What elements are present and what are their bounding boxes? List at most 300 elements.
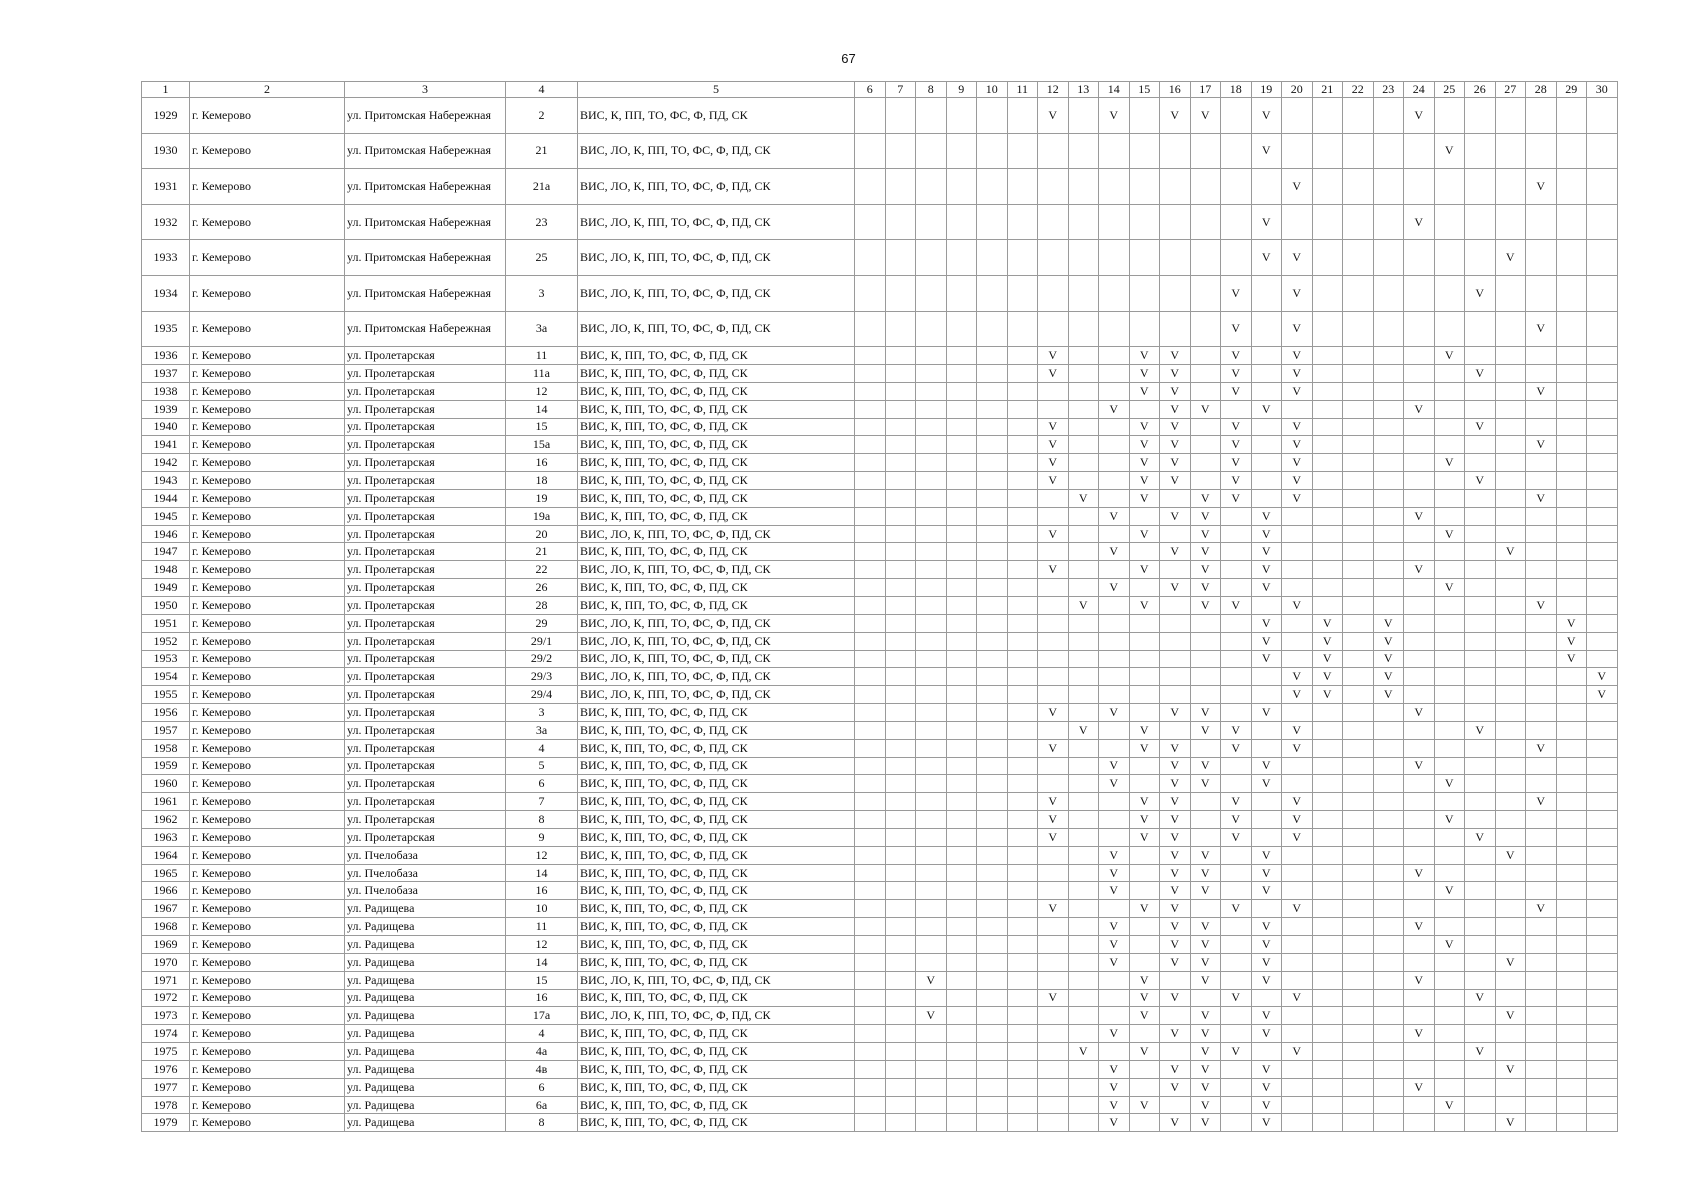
column-header-26: 26 bbox=[1465, 82, 1496, 98]
mark-cell-col-20: V bbox=[1282, 418, 1313, 436]
mark-cell-col-9 bbox=[946, 1025, 977, 1043]
mark-cell-col-17 bbox=[1190, 347, 1221, 365]
mark-cell-col-26 bbox=[1465, 347, 1496, 365]
mark-cell-col-8 bbox=[916, 400, 947, 418]
mark-cell-col-21 bbox=[1312, 507, 1343, 525]
mark-cell-col-23 bbox=[1373, 775, 1404, 793]
mark-cell-col-18: V bbox=[1221, 596, 1252, 614]
mark-cell-col-21 bbox=[1312, 793, 1343, 811]
mark-cell-col-18 bbox=[1221, 169, 1252, 205]
header-row bbox=[142, 82, 1618, 98]
column-header-11: 11 bbox=[1007, 82, 1038, 98]
mark-cell-col-10 bbox=[977, 936, 1008, 954]
mark-cell-col-19 bbox=[1251, 311, 1282, 347]
mark-cell-col-18: V bbox=[1221, 793, 1252, 811]
city-cell: г. Кемерово bbox=[190, 846, 345, 864]
mark-cell-col-21 bbox=[1312, 704, 1343, 722]
mark-cell-col-26: V bbox=[1465, 1043, 1496, 1061]
mark-cell-col-27 bbox=[1495, 793, 1526, 811]
mark-cell-col-26 bbox=[1465, 489, 1496, 507]
house-number-cell: 21 bbox=[506, 133, 578, 169]
mark-cell-col-7 bbox=[885, 739, 916, 757]
mark-cell-col-7 bbox=[885, 882, 916, 900]
mark-cell-col-11 bbox=[1007, 882, 1038, 900]
mark-cell-col-24 bbox=[1404, 632, 1435, 650]
column-header-25: 25 bbox=[1434, 82, 1465, 98]
mark-cell-col-12 bbox=[1038, 204, 1069, 240]
mark-cell-col-6 bbox=[855, 614, 886, 632]
mark-cell-col-6 bbox=[855, 953, 886, 971]
column-header-15: 15 bbox=[1129, 82, 1160, 98]
mark-cell-col-11 bbox=[1007, 489, 1038, 507]
mark-cell-col-20: V bbox=[1282, 900, 1313, 918]
mark-cell-col-23 bbox=[1373, 1114, 1404, 1132]
city-cell: г. Кемерово bbox=[190, 436, 345, 454]
table-row bbox=[142, 543, 1618, 561]
mark-cell-col-25 bbox=[1434, 989, 1465, 1007]
house-number-cell: 29/4 bbox=[506, 686, 578, 704]
mark-cell-col-15: V bbox=[1129, 828, 1160, 846]
mark-cell-col-14: V bbox=[1099, 507, 1130, 525]
mark-cell-col-27 bbox=[1495, 98, 1526, 134]
mark-cell-col-6 bbox=[855, 864, 886, 882]
mark-cell-col-14 bbox=[1099, 989, 1130, 1007]
mark-cell-col-8 bbox=[916, 525, 947, 543]
table-row bbox=[142, 757, 1618, 775]
mark-cell-col-9 bbox=[946, 846, 977, 864]
mark-cell-col-30 bbox=[1587, 275, 1618, 311]
house-number-cell: 4 bbox=[506, 1025, 578, 1043]
mark-cell-col-11 bbox=[1007, 204, 1038, 240]
row-number-cell: 1979 bbox=[142, 1114, 190, 1132]
mark-cell-col-19: V bbox=[1251, 704, 1282, 722]
mark-cell-col-27 bbox=[1495, 811, 1526, 829]
mark-cell-col-11 bbox=[1007, 169, 1038, 205]
mark-cell-col-10 bbox=[977, 240, 1008, 276]
mark-cell-col-12: V bbox=[1038, 525, 1069, 543]
mark-cell-col-13 bbox=[1068, 989, 1099, 1007]
mark-cell-col-15: V bbox=[1129, 454, 1160, 472]
mark-cell-col-6 bbox=[855, 846, 886, 864]
mark-cell-col-24 bbox=[1404, 1007, 1435, 1025]
row-number-cell: 1945 bbox=[142, 507, 190, 525]
mark-cell-col-21 bbox=[1312, 918, 1343, 936]
table-row bbox=[142, 400, 1618, 418]
mark-cell-col-14 bbox=[1099, 133, 1130, 169]
mark-cell-col-12 bbox=[1038, 400, 1069, 418]
mark-cell-col-19 bbox=[1251, 489, 1282, 507]
works-cell: ВИС, К, ПП, ТО, ФС, Ф, ПД, СК bbox=[578, 864, 855, 882]
house-number-cell: 8 bbox=[506, 1114, 578, 1132]
column-header-22: 22 bbox=[1343, 82, 1374, 98]
mark-cell-col-7 bbox=[885, 971, 916, 989]
mark-cell-col-30 bbox=[1587, 953, 1618, 971]
mark-cell-col-24 bbox=[1404, 472, 1435, 490]
mark-cell-col-10 bbox=[977, 989, 1008, 1007]
mark-cell-col-18: V bbox=[1221, 365, 1252, 383]
mark-cell-col-29 bbox=[1556, 757, 1587, 775]
mark-cell-col-23 bbox=[1373, 311, 1404, 347]
mark-cell-col-14: V bbox=[1099, 400, 1130, 418]
mark-cell-col-14: V bbox=[1099, 98, 1130, 134]
mark-cell-col-29 bbox=[1556, 579, 1587, 597]
street-cell: ул. Пролетарская bbox=[345, 596, 506, 614]
mark-cell-col-17: V bbox=[1190, 918, 1221, 936]
house-number-cell: 12 bbox=[506, 846, 578, 864]
street-cell: ул. Притомская Набережная bbox=[345, 311, 506, 347]
mark-cell-col-9 bbox=[946, 900, 977, 918]
mark-cell-col-10 bbox=[977, 704, 1008, 722]
mark-cell-col-13 bbox=[1068, 1096, 1099, 1114]
house-number-cell: 23 bbox=[506, 204, 578, 240]
works-cell: ВИС, ЛО, К, ПП, ТО, ФС, Ф, ПД, СК bbox=[578, 525, 855, 543]
mark-cell-col-9 bbox=[946, 133, 977, 169]
mark-cell-col-26 bbox=[1465, 169, 1496, 205]
house-number-cell: 3а bbox=[506, 311, 578, 347]
mark-cell-col-14: V bbox=[1099, 757, 1130, 775]
mark-cell-col-12 bbox=[1038, 240, 1069, 276]
mark-cell-col-11 bbox=[1007, 133, 1038, 169]
mark-cell-col-6 bbox=[855, 757, 886, 775]
mark-cell-col-6 bbox=[855, 472, 886, 490]
mark-cell-col-8 bbox=[916, 365, 947, 383]
house-number-cell: 29/2 bbox=[506, 650, 578, 668]
street-cell: ул. Радищева bbox=[345, 1025, 506, 1043]
mark-cell-col-26 bbox=[1465, 775, 1496, 793]
row-number-cell: 1976 bbox=[142, 1060, 190, 1078]
mark-cell-col-27: V bbox=[1495, 1060, 1526, 1078]
mark-cell-col-25 bbox=[1434, 721, 1465, 739]
mark-cell-col-19 bbox=[1251, 472, 1282, 490]
mark-cell-col-9 bbox=[946, 739, 977, 757]
mark-cell-col-21: V bbox=[1312, 668, 1343, 686]
city-cell: г. Кемерово bbox=[190, 953, 345, 971]
mark-cell-col-11 bbox=[1007, 1043, 1038, 1061]
mark-cell-col-15 bbox=[1129, 864, 1160, 882]
mark-cell-col-26: V bbox=[1465, 418, 1496, 436]
mark-cell-col-11 bbox=[1007, 864, 1038, 882]
mark-cell-col-17: V bbox=[1190, 400, 1221, 418]
table-row bbox=[142, 133, 1618, 169]
row-number-cell: 1952 bbox=[142, 632, 190, 650]
table-row bbox=[142, 1060, 1618, 1078]
mark-cell-col-13 bbox=[1068, 382, 1099, 400]
mark-cell-col-19 bbox=[1251, 989, 1282, 1007]
street-cell: ул. Пролетарская bbox=[345, 632, 506, 650]
mark-cell-col-28: V bbox=[1526, 596, 1557, 614]
mark-cell-col-6 bbox=[855, 936, 886, 954]
mark-cell-col-24 bbox=[1404, 775, 1435, 793]
house-number-cell: 21 bbox=[506, 543, 578, 561]
mark-cell-col-7 bbox=[885, 1078, 916, 1096]
mark-cell-col-27 bbox=[1495, 989, 1526, 1007]
column-header-13: 13 bbox=[1068, 82, 1099, 98]
mark-cell-col-19: V bbox=[1251, 561, 1282, 579]
row-number-cell: 1960 bbox=[142, 775, 190, 793]
mark-cell-col-30 bbox=[1587, 311, 1618, 347]
mark-cell-col-12 bbox=[1038, 668, 1069, 686]
mark-cell-col-24 bbox=[1404, 1043, 1435, 1061]
mark-cell-col-7 bbox=[885, 668, 916, 686]
mark-cell-col-16: V bbox=[1160, 882, 1191, 900]
mark-cell-col-20 bbox=[1282, 650, 1313, 668]
mark-cell-col-9 bbox=[946, 686, 977, 704]
mark-cell-col-15: V bbox=[1129, 365, 1160, 383]
mark-cell-col-30 bbox=[1587, 365, 1618, 383]
house-number-cell: 4в bbox=[506, 1060, 578, 1078]
mark-cell-col-15: V bbox=[1129, 596, 1160, 614]
mark-cell-col-16: V bbox=[1160, 828, 1191, 846]
mark-cell-col-11 bbox=[1007, 436, 1038, 454]
mark-cell-col-10 bbox=[977, 1078, 1008, 1096]
mark-cell-col-7 bbox=[885, 650, 916, 668]
mark-cell-col-30 bbox=[1587, 489, 1618, 507]
mark-cell-col-17 bbox=[1190, 472, 1221, 490]
mark-cell-col-13 bbox=[1068, 1114, 1099, 1132]
mark-cell-col-6 bbox=[855, 133, 886, 169]
mark-cell-col-27 bbox=[1495, 472, 1526, 490]
mark-cell-col-29 bbox=[1556, 525, 1587, 543]
mark-cell-col-22 bbox=[1343, 240, 1374, 276]
mark-cell-col-18: V bbox=[1221, 418, 1252, 436]
mark-cell-col-22 bbox=[1343, 98, 1374, 134]
mark-cell-col-23 bbox=[1373, 454, 1404, 472]
mark-cell-col-21 bbox=[1312, 1114, 1343, 1132]
mark-cell-col-10 bbox=[977, 561, 1008, 579]
mark-cell-col-16 bbox=[1160, 275, 1191, 311]
mark-cell-col-10 bbox=[977, 1096, 1008, 1114]
mark-cell-col-30 bbox=[1587, 169, 1618, 205]
column-header-9: 9 bbox=[946, 82, 977, 98]
house-number-cell: 6 bbox=[506, 1078, 578, 1096]
works-cell: ВИС, ЛО, К, ПП, ТО, ФС, Ф, ПД, СК bbox=[578, 668, 855, 686]
table-row bbox=[142, 1096, 1618, 1114]
mark-cell-col-28 bbox=[1526, 454, 1557, 472]
mark-cell-col-22 bbox=[1343, 864, 1374, 882]
mark-cell-col-17 bbox=[1190, 133, 1221, 169]
mark-cell-col-29 bbox=[1556, 1078, 1587, 1096]
mark-cell-col-9 bbox=[946, 882, 977, 900]
mark-cell-col-16: V bbox=[1160, 382, 1191, 400]
mark-cell-col-16: V bbox=[1160, 775, 1191, 793]
mark-cell-col-21 bbox=[1312, 436, 1343, 454]
mark-cell-col-29 bbox=[1556, 400, 1587, 418]
mark-cell-col-26: V bbox=[1465, 275, 1496, 311]
mark-cell-col-23 bbox=[1373, 882, 1404, 900]
mark-cell-col-23 bbox=[1373, 739, 1404, 757]
mark-cell-col-22 bbox=[1343, 793, 1374, 811]
mark-cell-col-6 bbox=[855, 489, 886, 507]
mark-cell-col-23: V bbox=[1373, 650, 1404, 668]
mark-cell-col-23 bbox=[1373, 757, 1404, 775]
mark-cell-col-23 bbox=[1373, 596, 1404, 614]
mark-cell-col-20 bbox=[1282, 846, 1313, 864]
mark-cell-col-29 bbox=[1556, 311, 1587, 347]
mark-cell-col-10 bbox=[977, 365, 1008, 383]
works-cell: ВИС, К, ПП, ТО, ФС, Ф, ПД, СК bbox=[578, 382, 855, 400]
mark-cell-col-19 bbox=[1251, 686, 1282, 704]
mark-cell-col-27 bbox=[1495, 1025, 1526, 1043]
mark-cell-col-18 bbox=[1221, 686, 1252, 704]
column-number-header bbox=[142, 82, 1618, 98]
mark-cell-col-27 bbox=[1495, 133, 1526, 169]
mark-cell-col-28 bbox=[1526, 1114, 1557, 1132]
mark-cell-col-8 bbox=[916, 828, 947, 846]
mark-cell-col-19 bbox=[1251, 828, 1282, 846]
mark-cell-col-21 bbox=[1312, 347, 1343, 365]
mark-cell-col-27: V bbox=[1495, 846, 1526, 864]
table-row bbox=[142, 918, 1618, 936]
mark-cell-col-27 bbox=[1495, 1096, 1526, 1114]
mark-cell-col-15 bbox=[1129, 686, 1160, 704]
mark-cell-col-9 bbox=[946, 275, 977, 311]
mark-cell-col-7 bbox=[885, 365, 916, 383]
mark-cell-col-25 bbox=[1434, 757, 1465, 775]
table-row bbox=[142, 382, 1618, 400]
mark-cell-col-24 bbox=[1404, 418, 1435, 436]
mark-cell-col-14: V bbox=[1099, 1078, 1130, 1096]
mark-cell-col-22 bbox=[1343, 1025, 1374, 1043]
mark-cell-col-25 bbox=[1434, 1007, 1465, 1025]
mark-cell-col-11 bbox=[1007, 989, 1038, 1007]
mark-cell-col-24 bbox=[1404, 882, 1435, 900]
mark-cell-col-21 bbox=[1312, 98, 1343, 134]
mark-cell-col-20 bbox=[1282, 757, 1313, 775]
mark-cell-col-29 bbox=[1556, 971, 1587, 989]
mark-cell-col-7 bbox=[885, 775, 916, 793]
house-number-cell: 16 bbox=[506, 882, 578, 900]
mark-cell-col-7 bbox=[885, 275, 916, 311]
mark-cell-col-24 bbox=[1404, 668, 1435, 686]
mark-cell-col-19: V bbox=[1251, 936, 1282, 954]
row-number-cell: 1970 bbox=[142, 953, 190, 971]
mark-cell-col-21 bbox=[1312, 489, 1343, 507]
mark-cell-col-13 bbox=[1068, 454, 1099, 472]
mark-cell-col-6 bbox=[855, 561, 886, 579]
mark-cell-col-24 bbox=[1404, 846, 1435, 864]
mark-cell-col-25 bbox=[1434, 739, 1465, 757]
mark-cell-col-11 bbox=[1007, 793, 1038, 811]
row-number-cell: 1931 bbox=[142, 169, 190, 205]
mark-cell-col-26 bbox=[1465, 846, 1496, 864]
mark-cell-col-22 bbox=[1343, 1060, 1374, 1078]
mark-cell-col-15 bbox=[1129, 614, 1160, 632]
mark-cell-col-28 bbox=[1526, 704, 1557, 722]
mark-cell-col-11 bbox=[1007, 98, 1038, 134]
mark-cell-col-20 bbox=[1282, 882, 1313, 900]
works-cell: ВИС, ЛО, К, ПП, ТО, ФС, Ф, ПД, СК bbox=[578, 971, 855, 989]
street-cell: ул. Пчелобаза bbox=[345, 846, 506, 864]
mark-cell-col-29: V bbox=[1556, 650, 1587, 668]
mark-cell-col-24: V bbox=[1404, 918, 1435, 936]
mark-cell-col-25 bbox=[1434, 971, 1465, 989]
mark-cell-col-24: V bbox=[1404, 507, 1435, 525]
mark-cell-col-23 bbox=[1373, 793, 1404, 811]
mark-cell-col-23 bbox=[1373, 1078, 1404, 1096]
mark-cell-col-21 bbox=[1312, 400, 1343, 418]
mark-cell-col-22 bbox=[1343, 275, 1374, 311]
house-number-cell: 22 bbox=[506, 561, 578, 579]
mark-cell-col-28 bbox=[1526, 864, 1557, 882]
mark-cell-col-30 bbox=[1587, 98, 1618, 134]
mark-cell-col-25: V bbox=[1434, 1096, 1465, 1114]
mark-cell-col-26 bbox=[1465, 436, 1496, 454]
mark-cell-col-14: V bbox=[1099, 918, 1130, 936]
mark-cell-col-22 bbox=[1343, 561, 1374, 579]
mark-cell-col-17: V bbox=[1190, 1007, 1221, 1025]
mark-cell-col-28 bbox=[1526, 1078, 1557, 1096]
mark-cell-col-23 bbox=[1373, 507, 1404, 525]
mark-cell-col-12: V bbox=[1038, 365, 1069, 383]
column-header-19: 19 bbox=[1251, 82, 1282, 98]
mark-cell-col-24 bbox=[1404, 596, 1435, 614]
works-cell: ВИС, К, ПП, ТО, ФС, Ф, ПД, СК bbox=[578, 400, 855, 418]
mark-cell-col-17 bbox=[1190, 900, 1221, 918]
mark-cell-col-21 bbox=[1312, 989, 1343, 1007]
house-number-cell: 14 bbox=[506, 400, 578, 418]
mark-cell-col-21 bbox=[1312, 757, 1343, 775]
mark-cell-col-9 bbox=[946, 489, 977, 507]
mark-cell-col-14: V bbox=[1099, 1114, 1130, 1132]
mark-cell-col-28 bbox=[1526, 721, 1557, 739]
mark-cell-col-18 bbox=[1221, 525, 1252, 543]
mark-cell-col-15 bbox=[1129, 882, 1160, 900]
mark-cell-col-22 bbox=[1343, 365, 1374, 383]
city-cell: г. Кемерово bbox=[190, 900, 345, 918]
mark-cell-col-6 bbox=[855, 507, 886, 525]
house-number-cell: 19а bbox=[506, 507, 578, 525]
street-cell: ул. Пролетарская bbox=[345, 489, 506, 507]
mark-cell-col-7 bbox=[885, 1114, 916, 1132]
mark-cell-col-27 bbox=[1495, 347, 1526, 365]
mark-cell-col-7 bbox=[885, 240, 916, 276]
mark-cell-col-28: V bbox=[1526, 436, 1557, 454]
mark-cell-col-28 bbox=[1526, 240, 1557, 276]
mark-cell-col-7 bbox=[885, 1043, 916, 1061]
mark-cell-col-7 bbox=[885, 382, 916, 400]
mark-cell-col-21 bbox=[1312, 133, 1343, 169]
mark-cell-col-16 bbox=[1160, 133, 1191, 169]
mark-cell-col-28 bbox=[1526, 579, 1557, 597]
mark-cell-col-23 bbox=[1373, 971, 1404, 989]
mark-cell-col-10 bbox=[977, 1043, 1008, 1061]
mark-cell-col-9 bbox=[946, 614, 977, 632]
mark-cell-col-25: V bbox=[1434, 936, 1465, 954]
works-cell: ВИС, К, ПП, ТО, ФС, Ф, ПД, СК bbox=[578, 454, 855, 472]
mark-cell-col-6 bbox=[855, 1114, 886, 1132]
mark-cell-col-29 bbox=[1556, 721, 1587, 739]
mark-cell-col-12 bbox=[1038, 579, 1069, 597]
mark-cell-col-15: V bbox=[1129, 1043, 1160, 1061]
mark-cell-col-15: V bbox=[1129, 436, 1160, 454]
works-cell: ВИС, К, ПП, ТО, ФС, Ф, ПД, СК bbox=[578, 846, 855, 864]
house-number-cell: 3 bbox=[506, 704, 578, 722]
mark-cell-col-27 bbox=[1495, 918, 1526, 936]
mark-cell-col-17: V bbox=[1190, 936, 1221, 954]
mark-cell-col-12: V bbox=[1038, 828, 1069, 846]
mark-cell-col-30 bbox=[1587, 454, 1618, 472]
mark-cell-col-28 bbox=[1526, 418, 1557, 436]
city-cell: г. Кемерово bbox=[190, 1114, 345, 1132]
mark-cell-col-25 bbox=[1434, 668, 1465, 686]
mark-cell-col-16 bbox=[1160, 311, 1191, 347]
city-cell: г. Кемерово bbox=[190, 971, 345, 989]
mark-cell-col-26: V bbox=[1465, 828, 1496, 846]
mark-cell-col-23: V bbox=[1373, 686, 1404, 704]
mark-cell-col-11 bbox=[1007, 240, 1038, 276]
mark-cell-col-21 bbox=[1312, 882, 1343, 900]
mark-cell-col-25: V bbox=[1434, 775, 1465, 793]
